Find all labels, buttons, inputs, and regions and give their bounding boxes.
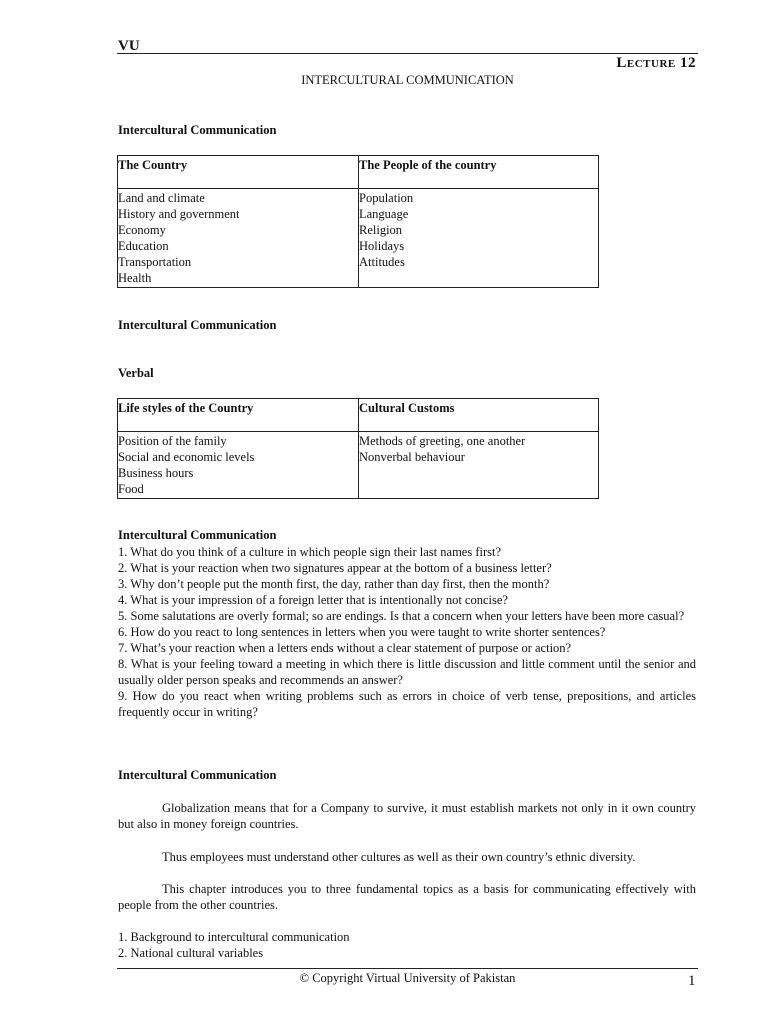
table-cell: Position of the family	[118, 434, 227, 448]
paragraph: Globalization means that for a Company to survive, it must establish markets not only in it own country but also in money foreign countries.	[118, 801, 696, 831]
list-item: 2. National cultural variables	[118, 946, 264, 960]
paragraph: Thus employees must understand other cultures as well as their own country’s ethnic diversity.	[162, 850, 636, 864]
table-cell: Methods of greeting, one another	[359, 434, 526, 448]
list-item: 9. How do you react when writing problems such as errors in choice of verb tense, prepositions, and articles frequently occur in writing?	[118, 689, 696, 719]
section3-heading: Intercultural Communication	[118, 528, 277, 542]
list-item: 8. What is your feeling toward a meeting in which there is little discussion and little comment until the senior and usually older person speaks and recommends an answer?	[118, 657, 696, 687]
section4-heading: Intercultural Communication	[118, 768, 277, 782]
table-cell: Business hours	[118, 466, 194, 480]
list-item: 5. Some salutations are overly formal; so are endings. Is that a concern when your letters have been more casual?	[118, 609, 685, 623]
list-item: 6. How do you react to long sentences in letters when you were taught to write shorter sentences?	[118, 625, 606, 639]
list-item: 1. Background to intercultural communication	[118, 930, 350, 944]
verbal-subheading: Verbal	[118, 366, 154, 380]
country-table-header-1: The Country	[118, 156, 359, 189]
lifestyle-table-header-1: Life styles of the Country	[118, 399, 359, 432]
lifestyle-table-col2	[359, 432, 599, 499]
institution-label: VU	[118, 38, 140, 54]
table-cell: Health	[118, 271, 152, 285]
table-cell: Attitudes	[359, 255, 405, 269]
header-rule	[117, 53, 698, 54]
section1-heading: Intercultural Communication	[118, 123, 277, 137]
copyright-text: © Copyright Virtual University of Pakistan	[299, 971, 516, 985]
document-title: INTERCULTURAL COMMUNICATION	[301, 73, 514, 87]
list-item: 4. What is your impression of a foreign letter that is intentionally not concise?	[118, 593, 508, 607]
table-cell: Nonverbal behaviour	[359, 450, 465, 464]
country-table-col1	[118, 189, 359, 288]
table-cell: Social and economic levels	[118, 450, 255, 464]
footer-rule	[117, 968, 698, 969]
list-item: 3. Why don’t people put the month first, the day, rather than day first, then the month?	[118, 577, 550, 591]
table-cell: Religion	[359, 223, 403, 237]
list-item: 2. What is your reaction when two signatures appear at the bottom of a business letter?	[118, 561, 552, 575]
lifestyle-table-col1	[118, 432, 359, 499]
question-list	[118, 544, 696, 720]
table-cell: Food	[118, 482, 144, 496]
table-cell: Land and climate	[118, 191, 205, 205]
country-table-header-2: The People of the country	[359, 156, 599, 189]
lecture-label: Lecture 12	[616, 55, 696, 71]
table-cell: Education	[118, 239, 169, 253]
topic-list	[118, 929, 350, 961]
table-cell: Holidays	[359, 239, 405, 253]
lifestyle-table	[117, 398, 599, 499]
list-item: 7. What’s your reaction when a letters ends without a clear statement of purpose or action?	[118, 641, 572, 655]
country-table	[117, 155, 599, 288]
table-cell: History and government	[118, 207, 240, 221]
table-cell: Population	[359, 191, 414, 205]
lifestyle-table-header-2: Cultural Customs	[359, 399, 599, 432]
list-item: 1. What do you think of a culture in which people sign their last names first?	[118, 545, 502, 559]
page-number: 1	[688, 973, 696, 989]
section2-heading: Intercultural Communication	[118, 318, 277, 332]
table-cell: Language	[359, 207, 409, 221]
table-cell: Economy	[118, 223, 166, 237]
table-cell: Transportation	[118, 255, 192, 269]
paragraph: This chapter introduces you to three fundamental topics as a basis for communicating effectively with people from the other countries.	[118, 882, 696, 912]
country-table-col2	[359, 189, 599, 288]
